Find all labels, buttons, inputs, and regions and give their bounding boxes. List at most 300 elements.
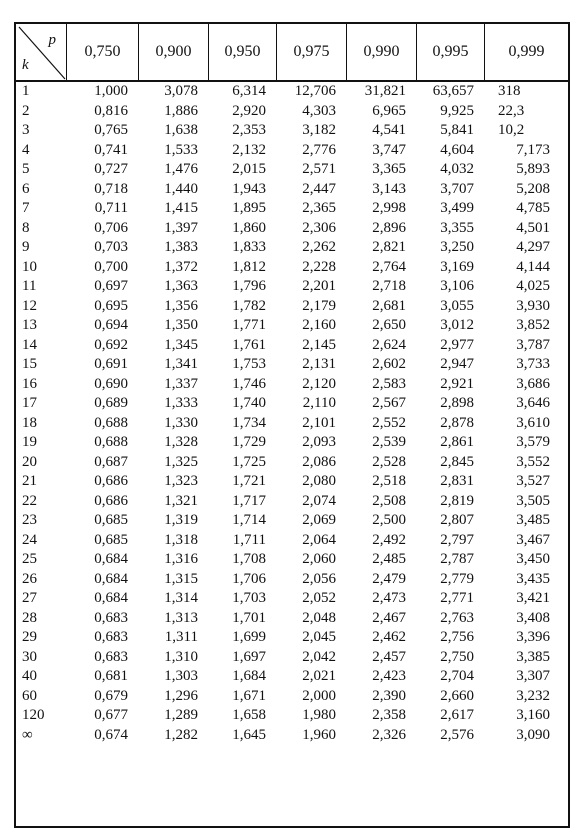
value-cell: 1,345 (164, 336, 198, 353)
value-cell: 6,965 (372, 102, 406, 119)
value-cell: 1,980 (302, 707, 336, 724)
table-row (16, 102, 568, 122)
value-cell: 0,677 (94, 707, 128, 724)
value-cell: 2,756 (440, 629, 474, 646)
value-cell: 2,485 (372, 551, 406, 568)
header-col-1: 0,900 (138, 24, 208, 80)
value-cell: 2,896 (372, 219, 406, 236)
table-row (16, 258, 568, 278)
row-k-cell: 28 (22, 609, 37, 626)
value-cell: 3,686 (516, 375, 550, 392)
value-cell: 3,355 (440, 219, 474, 236)
value-cell: 1,316 (164, 551, 198, 568)
value-cell: 2,947 (440, 356, 474, 373)
value-cell: 1,699 (232, 629, 266, 646)
value-cell: 1,895 (232, 200, 266, 217)
value-cell: 2,160 (302, 317, 336, 334)
table-row (16, 180, 568, 200)
value-cell: 2,145 (302, 336, 336, 353)
value-cell: 2,650 (372, 317, 406, 334)
value-cell: 2,771 (440, 590, 474, 607)
value-cell: 2,807 (440, 512, 474, 529)
value-cell: 2,074 (302, 492, 336, 509)
value-cell: 0,685 (94, 531, 128, 548)
value-cell: 2,878 (440, 414, 474, 431)
row-k-cell: 30 (22, 648, 37, 665)
row-k-cell: 5 (22, 161, 30, 178)
value-cell: 1,833 (232, 239, 266, 256)
value-cell: 3,396 (516, 629, 550, 646)
value-cell: 1,960 (302, 726, 336, 743)
value-cell: 0,741 (94, 141, 128, 158)
value-cell: 2,179 (302, 297, 336, 314)
value-cell: 1,356 (164, 297, 198, 314)
value-cell: 0,692 (94, 336, 128, 353)
value-cell: 0,689 (94, 395, 128, 412)
value-cell: 2,861 (440, 434, 474, 451)
value-cell: 0,706 (94, 219, 128, 236)
row-k-cell: 23 (22, 512, 37, 529)
table-row (16, 414, 568, 434)
row-k-cell: 17 (22, 395, 37, 412)
value-cell: 31,821 (364, 83, 406, 100)
value-cell: 1,753 (232, 356, 266, 373)
row-k-cell: 7 (22, 200, 30, 217)
row-k-cell: 3 (22, 122, 30, 139)
value-cell: 4,144 (516, 258, 550, 275)
header-corner-cell (16, 24, 66, 80)
value-cell: 0,700 (94, 258, 128, 275)
table-row (16, 667, 568, 687)
row-k-cell: 2 (22, 102, 30, 119)
value-cell: 2,048 (302, 609, 336, 626)
value-cell: 1,761 (232, 336, 266, 353)
value-cell: 2,831 (440, 473, 474, 490)
value-cell: 2,479 (372, 570, 406, 587)
value-cell: 4,303 (302, 102, 336, 119)
table-row (16, 472, 568, 492)
value-cell: 2,492 (372, 531, 406, 548)
value-cell: 2,069 (302, 512, 336, 529)
table-row (16, 609, 568, 629)
value-cell: 3,646 (516, 395, 550, 412)
value-cell: 2,462 (372, 629, 406, 646)
value-cell: 3,160 (516, 707, 550, 724)
value-cell: 1,330 (164, 414, 198, 431)
value-cell: 1,310 (164, 648, 198, 665)
value-cell: 2,819 (440, 492, 474, 509)
value-cell: 0,679 (94, 687, 128, 704)
row-k-cell: 40 (22, 668, 37, 685)
value-cell: 1,706 (232, 570, 266, 587)
value-cell: 1,746 (232, 375, 266, 392)
value-cell: 2,845 (440, 453, 474, 470)
value-cell: 3,169 (440, 258, 474, 275)
table-row (16, 277, 568, 297)
value-cell: 3,090 (516, 726, 550, 743)
table-row (16, 297, 568, 317)
table-row (16, 628, 568, 648)
value-cell: 3,505 (516, 492, 550, 509)
value-cell: 3,930 (516, 297, 550, 314)
value-cell: 5,208 (516, 180, 550, 197)
value-cell: 3,552 (516, 453, 550, 470)
value-cell: 0,691 (94, 356, 128, 373)
value-cell: 2,750 (440, 648, 474, 665)
value-cell: 3,232 (516, 687, 550, 704)
value-cell: 63,657 (432, 83, 474, 100)
value-cell: 3,467 (516, 531, 550, 548)
row-k-cell: 10 (22, 258, 37, 275)
table-row (16, 219, 568, 239)
value-cell: 2,920 (232, 102, 266, 119)
value-cell: 1,350 (164, 317, 198, 334)
value-cell: 2,110 (302, 395, 336, 412)
value-cell: 2,086 (302, 453, 336, 470)
value-cell: 2,977 (440, 336, 474, 353)
value-cell: 2,681 (372, 297, 406, 314)
value-cell: 1,397 (164, 219, 198, 236)
value-cell: 1,703 (232, 590, 266, 607)
value-cell: 1,734 (232, 414, 266, 431)
value-cell: 1,638 (164, 122, 198, 139)
value-cell: 2,571 (302, 161, 336, 178)
value-cell: 4,604 (440, 141, 474, 158)
value-cell: 2,624 (372, 336, 406, 353)
value-cell: 1,314 (164, 590, 198, 607)
row-k-cell: 24 (22, 531, 37, 548)
value-cell: 2,262 (302, 239, 336, 256)
table-row (16, 531, 568, 551)
value-cell: 3,012 (440, 317, 474, 334)
table-header-row (16, 24, 568, 82)
value-cell: 0,694 (94, 317, 128, 334)
value-cell: 1,337 (164, 375, 198, 392)
value-cell: 1,323 (164, 473, 198, 490)
row-k-cell: 29 (22, 629, 37, 646)
value-cell: 2,021 (302, 668, 336, 685)
value-cell: 3,733 (516, 356, 550, 373)
value-cell: 1,740 (232, 395, 266, 412)
value-cell: 2,120 (302, 375, 336, 392)
row-k-cell: 16 (22, 375, 37, 392)
value-cell: 0,684 (94, 570, 128, 587)
value-cell: 2,718 (372, 278, 406, 295)
value-cell: 2,093 (302, 434, 336, 451)
value-cell: 0,683 (94, 629, 128, 646)
value-cell: 3,307 (516, 668, 550, 685)
value-cell: 0,703 (94, 239, 128, 256)
value-cell: 2,201 (302, 278, 336, 295)
value-cell: 2,064 (302, 531, 336, 548)
value-cell: 2,052 (302, 590, 336, 607)
value-cell: 1,771 (232, 317, 266, 334)
row-k-cell: 120 (22, 707, 45, 724)
table-row (16, 336, 568, 356)
value-cell: 2,539 (372, 434, 406, 451)
value-cell: 3,579 (516, 434, 550, 451)
value-cell: 1,296 (164, 687, 198, 704)
value-cell: 1,782 (232, 297, 266, 314)
row-k-cell: 18 (22, 414, 37, 431)
row-k-cell: 60 (22, 687, 37, 704)
value-cell: 6,314 (232, 83, 266, 100)
value-cell: 2,763 (440, 609, 474, 626)
value-cell: 3,143 (372, 180, 406, 197)
value-cell: 2,821 (372, 239, 406, 256)
header-p-label: p (48, 32, 56, 48)
value-cell: 1,860 (232, 219, 266, 236)
table-row (16, 589, 568, 609)
value-cell: 1,721 (232, 473, 266, 490)
table-row (16, 726, 568, 746)
value-cell: 1,321 (164, 492, 198, 509)
table-row (16, 160, 568, 180)
row-k-cell: 9 (22, 239, 30, 256)
value-cell: 3,435 (516, 570, 550, 587)
value-cell: 0,684 (94, 551, 128, 568)
row-k-cell: 22 (22, 492, 37, 509)
value-cell: 2,518 (372, 473, 406, 490)
value-cell: 3,852 (516, 317, 550, 334)
value-cell: 2,306 (302, 219, 336, 236)
table-body (16, 82, 568, 745)
value-cell: 22,3 (498, 102, 525, 119)
row-k-cell: 6 (22, 180, 30, 197)
value-cell: 1,328 (164, 434, 198, 451)
header-col-5: 0,995 (416, 24, 484, 80)
table-row (16, 433, 568, 453)
value-cell: 2,467 (372, 609, 406, 626)
value-cell: 3,385 (516, 648, 550, 665)
value-cell: 1,303 (164, 668, 198, 685)
value-cell: 1,325 (164, 453, 198, 470)
value-cell: 1,812 (232, 258, 266, 275)
row-k-cell: ∞ (22, 726, 33, 743)
row-k-cell: 19 (22, 434, 37, 451)
value-cell: 2,779 (440, 570, 474, 587)
value-cell: 4,032 (440, 161, 474, 178)
value-cell: 2,617 (440, 707, 474, 724)
table-row (16, 316, 568, 336)
value-cell: 4,297 (516, 239, 550, 256)
value-cell: 1,943 (232, 180, 266, 197)
value-cell: 1,711 (232, 531, 266, 548)
value-cell: 2,423 (372, 668, 406, 685)
value-cell: 3,610 (516, 414, 550, 431)
value-cell: 1,796 (232, 278, 266, 295)
table-row (16, 687, 568, 707)
value-cell: 2,787 (440, 551, 474, 568)
student-t-table (14, 22, 570, 828)
value-cell: 3,485 (516, 512, 550, 529)
value-cell: 1,372 (164, 258, 198, 275)
value-cell: 1,717 (232, 492, 266, 509)
value-cell: 2,764 (372, 258, 406, 275)
value-cell: 4,785 (516, 200, 550, 217)
value-cell: 3,707 (440, 180, 474, 197)
value-cell: 0,683 (94, 609, 128, 626)
row-k-cell: 8 (22, 219, 30, 236)
table-row (16, 706, 568, 726)
value-cell: 1,282 (164, 726, 198, 743)
header-col-4: 0,990 (346, 24, 416, 80)
value-cell: 1,363 (164, 278, 198, 295)
value-cell: 3,365 (372, 161, 406, 178)
value-cell: 2,473 (372, 590, 406, 607)
value-cell: 2,898 (440, 395, 474, 412)
row-k-cell: 4 (22, 141, 30, 158)
value-cell: 2,457 (372, 648, 406, 665)
value-cell: 2,060 (302, 551, 336, 568)
value-cell: 2,015 (232, 161, 266, 178)
value-cell: 0,685 (94, 512, 128, 529)
value-cell: 0,674 (94, 726, 128, 743)
value-cell: 0,683 (94, 648, 128, 665)
value-cell: 0,697 (94, 278, 128, 295)
value-cell: 2,776 (302, 141, 336, 158)
value-cell: 2,447 (302, 180, 336, 197)
value-cell: 1,383 (164, 239, 198, 256)
value-cell: 1,886 (164, 102, 198, 119)
row-k-cell: 27 (22, 590, 37, 607)
table-row (16, 570, 568, 590)
value-cell: 1,658 (232, 707, 266, 724)
value-cell: 2,528 (372, 453, 406, 470)
value-cell: 2,921 (440, 375, 474, 392)
value-cell: 2,797 (440, 531, 474, 548)
value-cell: 3,055 (440, 297, 474, 314)
value-cell: 2,660 (440, 687, 474, 704)
value-cell: 1,725 (232, 453, 266, 470)
row-k-cell: 15 (22, 356, 37, 373)
row-k-cell: 12 (22, 297, 37, 314)
value-cell: 2,132 (232, 141, 266, 158)
value-cell: 2,998 (372, 200, 406, 217)
value-cell: 1,311 (164, 629, 198, 646)
value-cell: 7,173 (516, 141, 550, 158)
table-row (16, 355, 568, 375)
row-k-cell: 14 (22, 336, 37, 353)
value-cell: 1,440 (164, 180, 198, 197)
value-cell: 3,499 (440, 200, 474, 217)
value-cell: 2,101 (302, 414, 336, 431)
value-cell: 0,687 (94, 453, 128, 470)
value-cell: 1,697 (232, 648, 266, 665)
value-cell: 2,552 (372, 414, 406, 431)
value-cell: 1,533 (164, 141, 198, 158)
value-cell: 2,056 (302, 570, 336, 587)
table-row (16, 82, 568, 102)
value-cell: 2,567 (372, 395, 406, 412)
value-cell: 0,684 (94, 590, 128, 607)
value-cell: 2,080 (302, 473, 336, 490)
header-col-2: 0,950 (208, 24, 276, 80)
header-k-label: k (22, 57, 29, 73)
value-cell: 3,182 (302, 122, 336, 139)
value-cell: 3,787 (516, 336, 550, 353)
header-col-6: 0,999 (484, 24, 568, 80)
value-cell: 2,583 (372, 375, 406, 392)
table-row (16, 511, 568, 531)
value-cell: 0,695 (94, 297, 128, 314)
value-cell: 1,476 (164, 161, 198, 178)
value-cell: 2,365 (302, 200, 336, 217)
value-cell: 9,925 (440, 102, 474, 119)
value-cell: 0,711 (94, 200, 128, 217)
value-cell: 3,078 (164, 83, 198, 100)
value-cell: 2,131 (302, 356, 336, 373)
value-cell: 0,690 (94, 375, 128, 392)
value-cell: 2,326 (372, 726, 406, 743)
table-row (16, 492, 568, 512)
table-row (16, 550, 568, 570)
table-row (16, 141, 568, 161)
value-cell: 4,541 (372, 122, 406, 139)
value-cell: 1,708 (232, 551, 266, 568)
value-cell: 3,408 (516, 609, 550, 626)
value-cell: 0,688 (94, 414, 128, 431)
table-row (16, 238, 568, 258)
row-k-cell: 20 (22, 453, 37, 470)
table-row (16, 648, 568, 668)
value-cell: 318 (498, 83, 521, 100)
value-cell: 3,106 (440, 278, 474, 295)
value-cell: 1,415 (164, 200, 198, 217)
value-cell: 3,250 (440, 239, 474, 256)
header-col-0: 0,750 (66, 24, 138, 80)
value-cell: 1,289 (164, 707, 198, 724)
value-cell: 2,390 (372, 687, 406, 704)
row-k-cell: 1 (22, 83, 30, 100)
value-cell: 3,421 (516, 590, 550, 607)
value-cell: 0,718 (94, 180, 128, 197)
value-cell: 1,313 (164, 609, 198, 626)
value-cell: 1,341 (164, 356, 198, 373)
value-cell: 2,358 (372, 707, 406, 724)
value-cell: 10,2 (498, 122, 525, 139)
value-cell: 5,893 (516, 161, 550, 178)
value-cell: 3,527 (516, 473, 550, 490)
value-cell: 2,704 (440, 668, 474, 685)
value-cell: 2,353 (232, 122, 266, 139)
value-cell: 2,000 (302, 687, 336, 704)
value-cell: 4,025 (516, 278, 550, 295)
value-cell: 2,576 (440, 726, 474, 743)
value-cell: 0,765 (94, 122, 128, 139)
value-cell: 2,228 (302, 258, 336, 275)
value-cell: 0,688 (94, 434, 128, 451)
value-cell: 0,681 (94, 668, 128, 685)
value-cell: 5,841 (440, 122, 474, 139)
table-row (16, 121, 568, 141)
row-k-cell: 13 (22, 317, 37, 334)
value-cell: 2,602 (372, 356, 406, 373)
value-cell: 1,318 (164, 531, 198, 548)
value-cell: 1,333 (164, 395, 198, 412)
row-k-cell: 11 (22, 278, 37, 295)
value-cell: 3,747 (372, 141, 406, 158)
table-row (16, 199, 568, 219)
value-cell: 0,816 (94, 102, 128, 119)
header-col-3: 0,975 (276, 24, 346, 80)
value-cell: 1,000 (94, 83, 128, 100)
value-cell: 2,508 (372, 492, 406, 509)
table-row (16, 394, 568, 414)
value-cell: 1,645 (232, 726, 266, 743)
value-cell: 2,045 (302, 629, 336, 646)
value-cell: 4,501 (516, 219, 550, 236)
